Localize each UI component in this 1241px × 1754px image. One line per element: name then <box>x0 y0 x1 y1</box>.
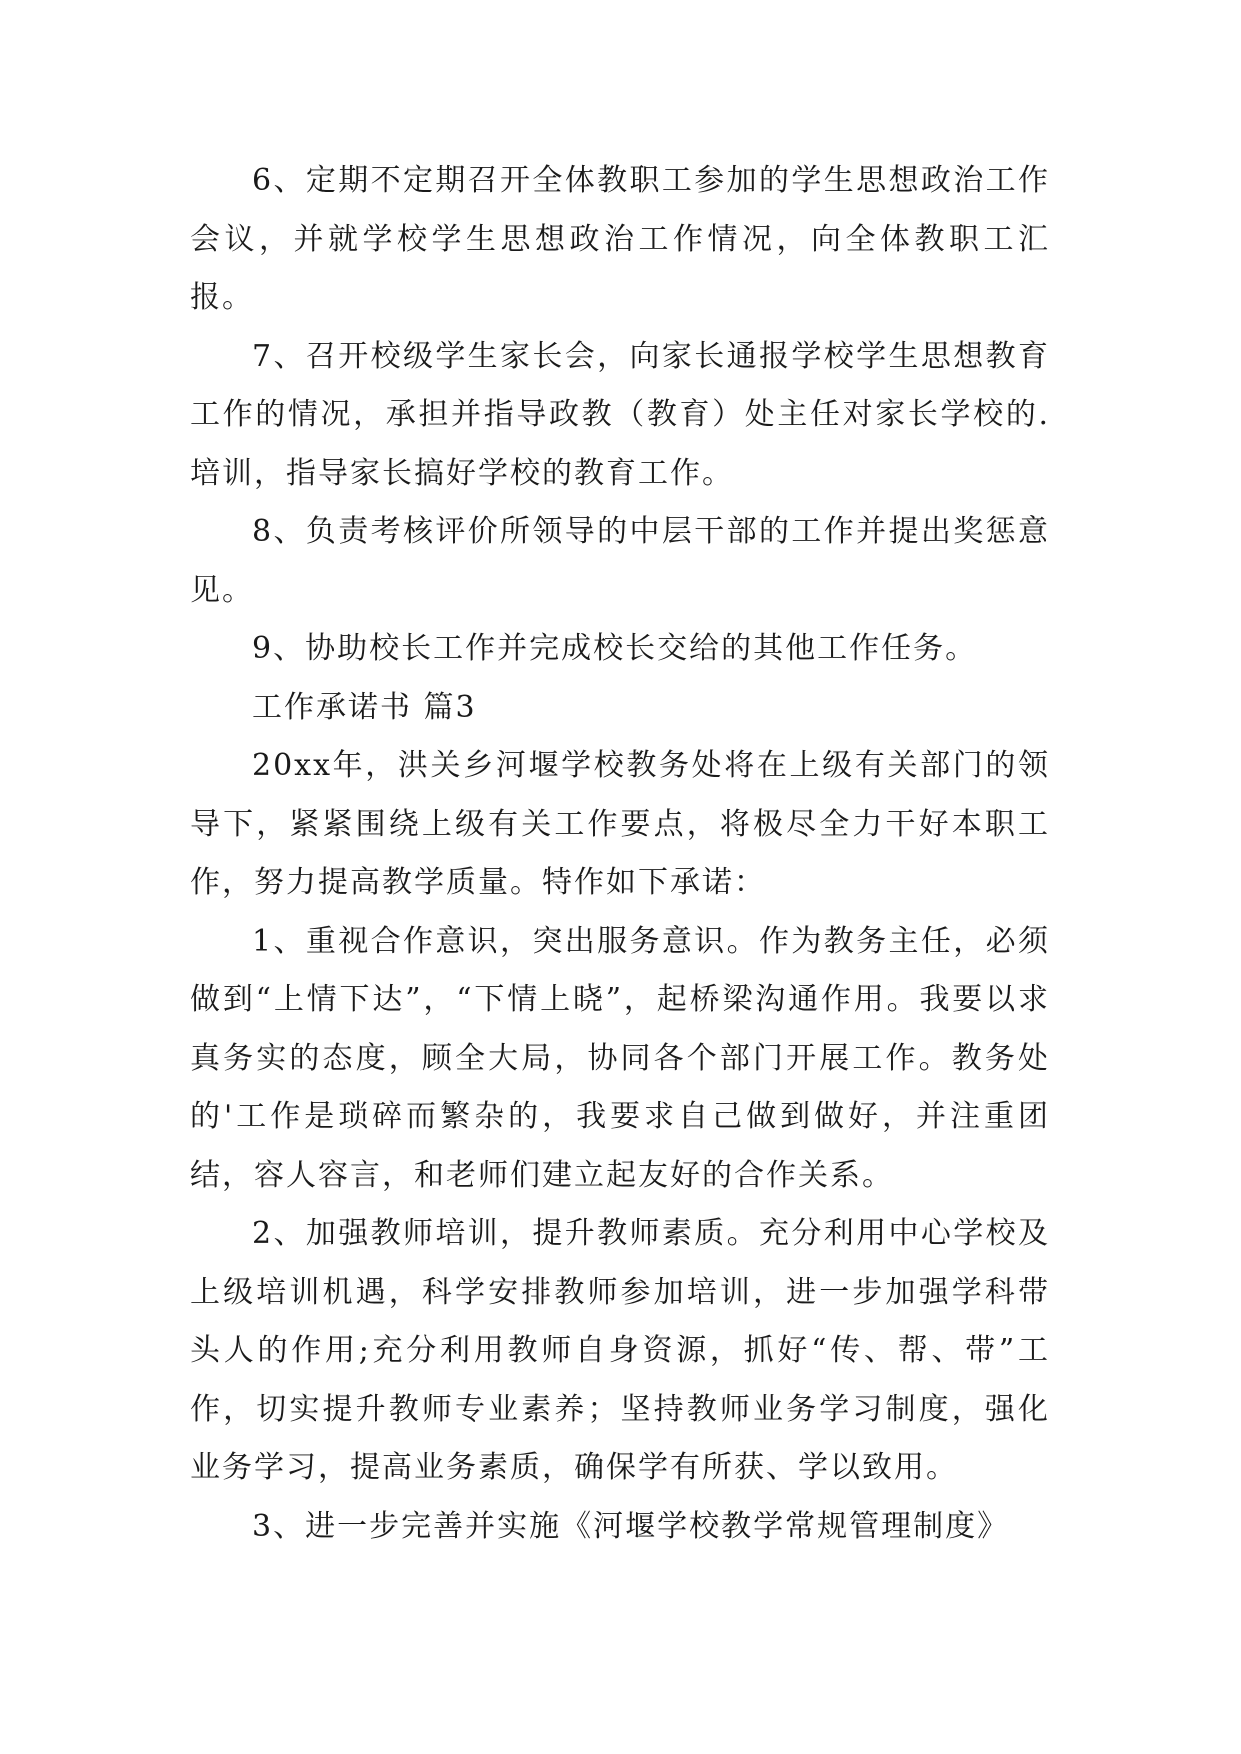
document-body <box>190 152 1050 1556</box>
paragraph-item-8: 8、负责考核评价所领导的中层干部的工作并提出奖惩意见。 <box>190 514 1050 608</box>
section-heading: 工作承诺书 篇3 <box>252 689 477 725</box>
paragraph-item-9: 9、协助校长工作并完成校长交给的其他工作任务。 <box>252 631 978 666</box>
intro-paragraph: 20xx年，洪关乡河堰学校教务处将在上级有关部门的领导下，紧紧围绕上级有关工作要点，将极尽全力干好本职工作，努力提高教学质量。特作如下承诺： <box>190 748 1050 900</box>
commitment-item-3: 3、进一步完善并实施《河堰学校教学常规管理制度》 <box>252 1508 1010 1544</box>
commitment-item-1: 1、重视合作意识，突出服务意识。作为教务主任，必须做到“上情下达”，“下情上晓”，起桥梁沟通作用。我要以求真务实的态度，顾全大局，协同各个部门开展工作。教务处的'工作是琐碎而繁杂的，我要求自己做到做好，并注重团结，容人容言，和老师们建立起友好的合作关系。 <box>190 923 1050 1193</box>
paragraph-item-6: 6、定期不定期召开全体教职工参加的学生思想政治工作会议，并就学校学生思想政治工作情况，向全体教职工汇报。 <box>190 163 1050 315</box>
paragraph-item-7: 7、召开校级学生家长会，向家长通报学校学生思想教育工作的情况，承担并指导政教（教育）处主任对家长学校的.培训，指导家长搞好学校的教育工作。 <box>190 338 1050 491</box>
commitment-item-2: 2、加强教师培训，提升教师素质。充分利用中心学校及上级培训机遇，科学安排教师参加培训，进一步加强学科带头人的作用;充分利用教师自身资源，抓好“传、帮、带”工作，切实提升教师专业素养；坚持教师业务学习制度，强化业务学习，提高业务素质，确保学有所获、学以致用。 <box>190 1216 1050 1485</box>
